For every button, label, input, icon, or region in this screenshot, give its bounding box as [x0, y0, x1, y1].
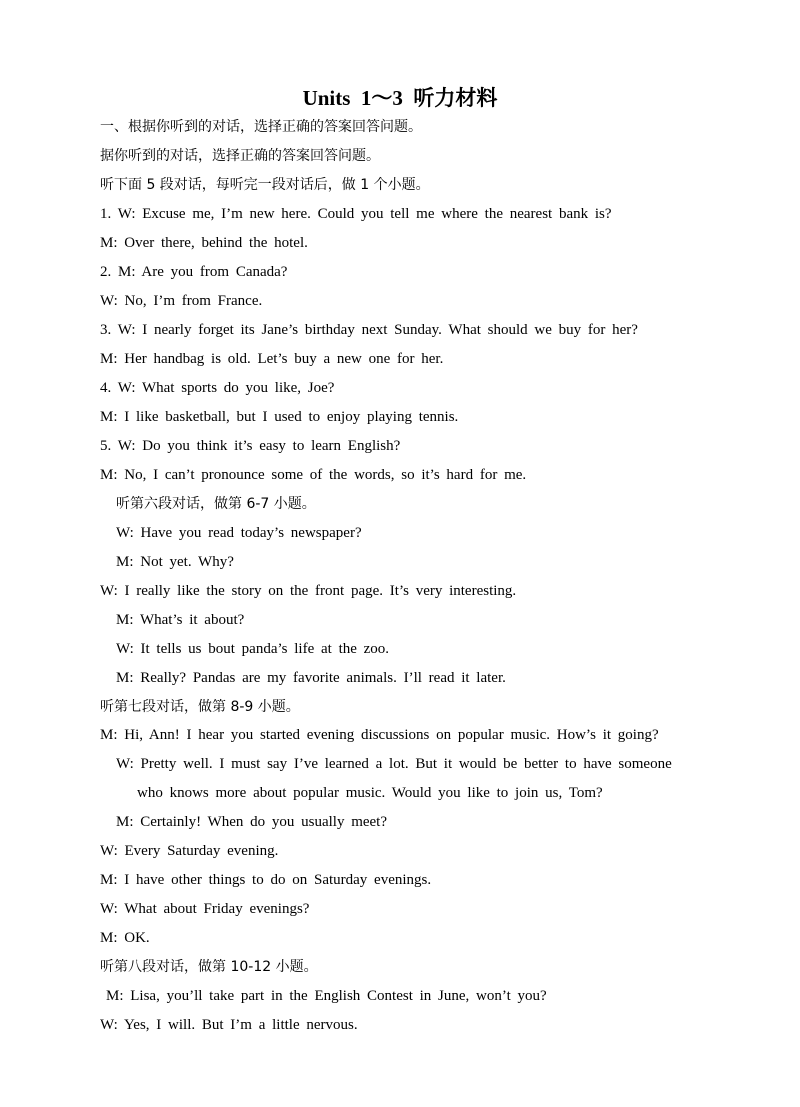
dialogue-line: M: I have other things to do on Saturday evenings. — [100, 872, 432, 888]
dialogue-line: W: Yes, I will. But I’m a little nervous. — [100, 1017, 358, 1033]
dialogue-line: 3. W: I nearly forget its Jane’s birthday next Sunday. What should we buy for her? — [100, 322, 638, 338]
dialogue-line: M: Over there, behind the hotel. — [100, 235, 308, 251]
section-heading: 听第六段对话，做第 6-7 小题。 — [116, 496, 316, 512]
section-heading: 听第七段对话，做第 8-9 小题。 — [100, 699, 300, 715]
dialogue-line: W: Have you read today’s newspaper? — [116, 525, 362, 541]
dialogue-line: W: Every Saturday evening. — [100, 843, 279, 859]
dialogue-line: who knows more about popular music. Would you like to join us, Tom? — [137, 785, 603, 801]
instruction-text: 听下面 5 段对话，每听完一段对话后，做 1 个小题。 — [100, 177, 430, 193]
dialogue-line: M: Not yet. Why? — [116, 554, 234, 570]
dialogue-line: M: Lisa, you’ll take part in the English Contest in June, won’t you? — [106, 988, 547, 1004]
dialogue-line: 5. W: Do you think it’s easy to learn English? — [100, 438, 401, 454]
dialogue-line: M: Certainly! When do you usually meet? — [116, 814, 388, 830]
dialogue-line: M: Really? Pandas are my favorite animals. I’ll read it later. — [116, 670, 506, 686]
dialogue-line: W: I really like the story on the front page. It’s very interesting. — [100, 583, 517, 599]
section-heading: 一、根据你听到的对话，选择正确的答案回答问题。 — [100, 119, 422, 135]
instruction-text: 据你听到的对话，选择正确的答案回答问题。 — [100, 148, 380, 164]
dialogue-line: W: Pretty well. I must say I’ve learned a lot. But it would be better to have someone — [116, 756, 672, 772]
dialogue-line: 1. W: Excuse me, I’m new here. Could you tell me where the nearest bank is? — [100, 206, 612, 222]
dialogue-line: 2. M: Are you from Canada? — [100, 264, 288, 280]
dialogue-line: M: Hi, Ann! I hear you started evening discussions on popular music. How’s it going? — [100, 727, 659, 743]
dialogue-line: W: What about Friday evenings? — [100, 901, 310, 917]
dialogue-line: M: Her handbag is old. Let’s buy a new one for her. — [100, 351, 444, 367]
dialogue-line: M: What’s it about? — [116, 612, 245, 628]
section-heading: 听第八段对话，做第 10-12 小题。 — [100, 959, 318, 975]
dialogue-line: M: OK. — [100, 930, 150, 946]
page-title: Units 1～3 听力材料 — [302, 86, 498, 110]
dialogue-line: M: I like basketball, but I used to enjoy playing tennis. — [100, 409, 459, 425]
dialogue-line: M: No, I can’t pronounce some of the words, so it’s hard for me. — [100, 467, 527, 483]
dialogue-line: W: It tells us bout panda’s life at the zoo. — [116, 641, 390, 657]
dialogue-line: 4. W: What sports do you like, Joe? — [100, 380, 335, 396]
dialogue-line: W: No, I’m from France. — [100, 293, 263, 309]
